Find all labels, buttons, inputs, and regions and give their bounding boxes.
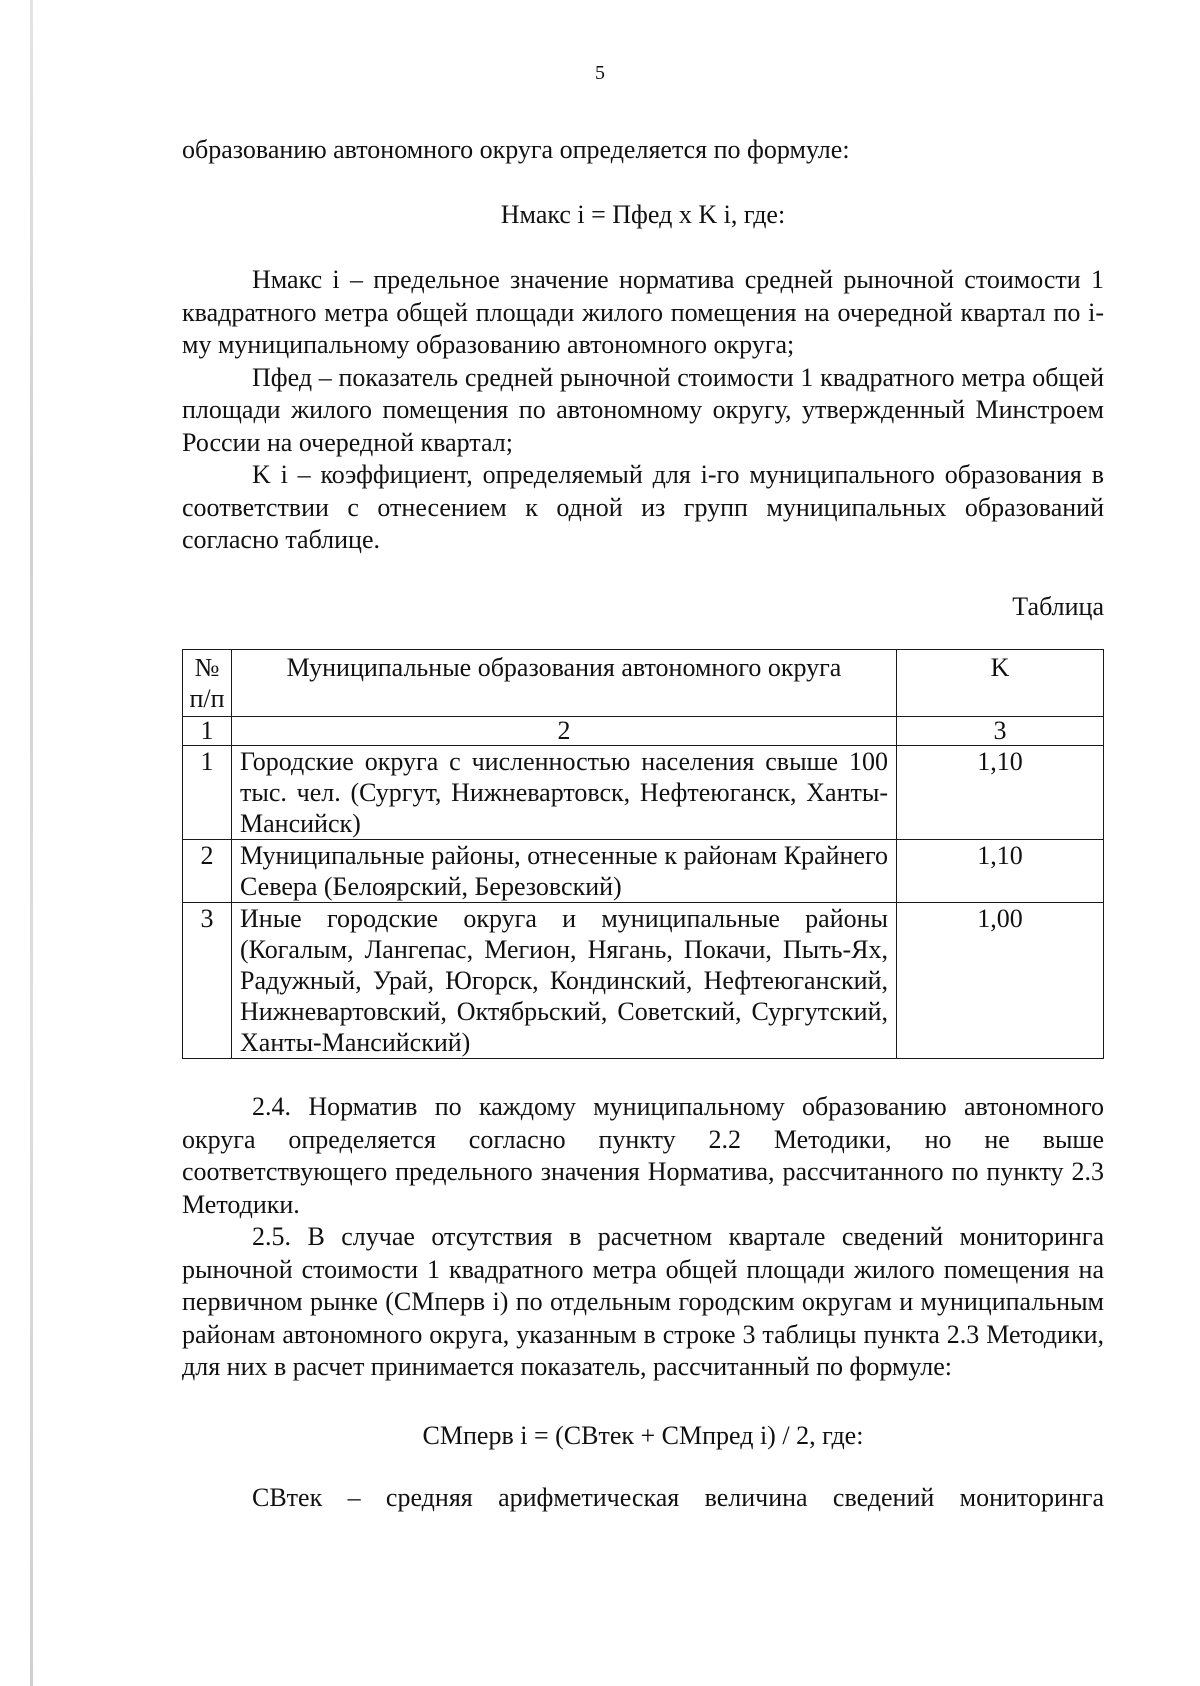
table-caption: Таблица (1012, 591, 1104, 621)
definition-svtek: СВтек – средняя арифметическая величина сведений мониторинга (252, 1483, 1104, 1512)
row-num: 3 (183, 903, 232, 1059)
row-name: Муниципальные районы, отнесенные к районам Крайнего Севера (Белоярский, Березовский) (232, 840, 897, 903)
formula-smperv: СМперв i = (СВтек + СМпред i) / 2, где: (422, 1420, 864, 1450)
paragraph-2-5: 2.5. В случае отсутствия в расчетном квартале сведений мониторинга рыночной стоимости 1 квадратного метра общей площади жилого помещения на первичном рынке (СМперв i) по отдельным городским округам и муниципальным районам автономного округа, указанным в строке 3 таблицы пункта 2.3 Методики, для них в расчет принимается показатель, рассчитанный по формуле: (182, 1222, 1104, 1381)
column-number-2: 2 (232, 717, 897, 746)
table-column-numbers-row (183, 717, 1104, 746)
formula-nmax: Нмакс i = Пфед х K i, где: (500, 199, 786, 229)
header-num: № п/п (183, 650, 232, 717)
row-name: Иные городские округа и муниципальные районы (Когалым, Лангепас, Мегион, Нягань, Покачи, Пыть-Ях, Радужный, Урай, Югорск, Кондинский, Нефтеюганский, Нижневартовский, Октябрьский, Советский, Сургутский, Ханты-Мансийский) (232, 903, 897, 1059)
intro-paragraph: образованию автономного округа определяется по формуле: (182, 135, 850, 164)
column-number-1: 1 (183, 717, 232, 746)
page-number: 5 (595, 62, 605, 84)
header-name: Муниципальные образования автономного округа (232, 650, 897, 717)
definition-pfed: Пфед – показатель средней рыночной стоимости 1 квадратного метра общей площади жилого помещения по автономному округу, утвержденный Минстроем России на очередной квартал; (182, 362, 1104, 457)
row-coef: 1,10 (897, 746, 1104, 840)
row-num: 1 (183, 746, 232, 840)
document-body (182, 134, 1104, 1515)
table-header-row (183, 650, 1104, 717)
table-row (183, 746, 1104, 840)
definition-ki: K i – коэффициент, определяемый для i-го муниципального образования в соответствии с отнесением к одной из групп муниципальных образований согласно таблице. (182, 460, 1104, 554)
row-name: Городские округа с численностью населения свыше 100 тыс. чел. (Сургут, Нижневартовск, Нефтеюганск, Ханты-Мансийск) (232, 746, 897, 840)
row-coef: 1,00 (897, 903, 1104, 1059)
row-num: 2 (183, 840, 232, 903)
table-row (183, 840, 1104, 903)
municipal-groups-table (182, 649, 1104, 1059)
scan-edge-artifact (30, 0, 33, 1686)
column-number-3: 3 (897, 717, 1104, 746)
definition-nmax: Нмакс i – предельное значение норматива средней рыночной стоимости 1 квадратного метра общей площади жилого помещения на очередной квартал по i-му муниципальному образованию автономного округа; (182, 265, 1104, 359)
paragraph-2-4: 2.4. Норматив по каждому муниципальному образованию автономного округа определяется согласно пункту 2.2 Методики, но не выше соответствующего предельного значения Норматива, рассчитанного по пункту 2.3 Методики. (182, 1092, 1104, 1219)
row-coef: 1,10 (897, 840, 1104, 903)
header-coef: K (897, 650, 1104, 717)
table-row (183, 903, 1104, 1059)
